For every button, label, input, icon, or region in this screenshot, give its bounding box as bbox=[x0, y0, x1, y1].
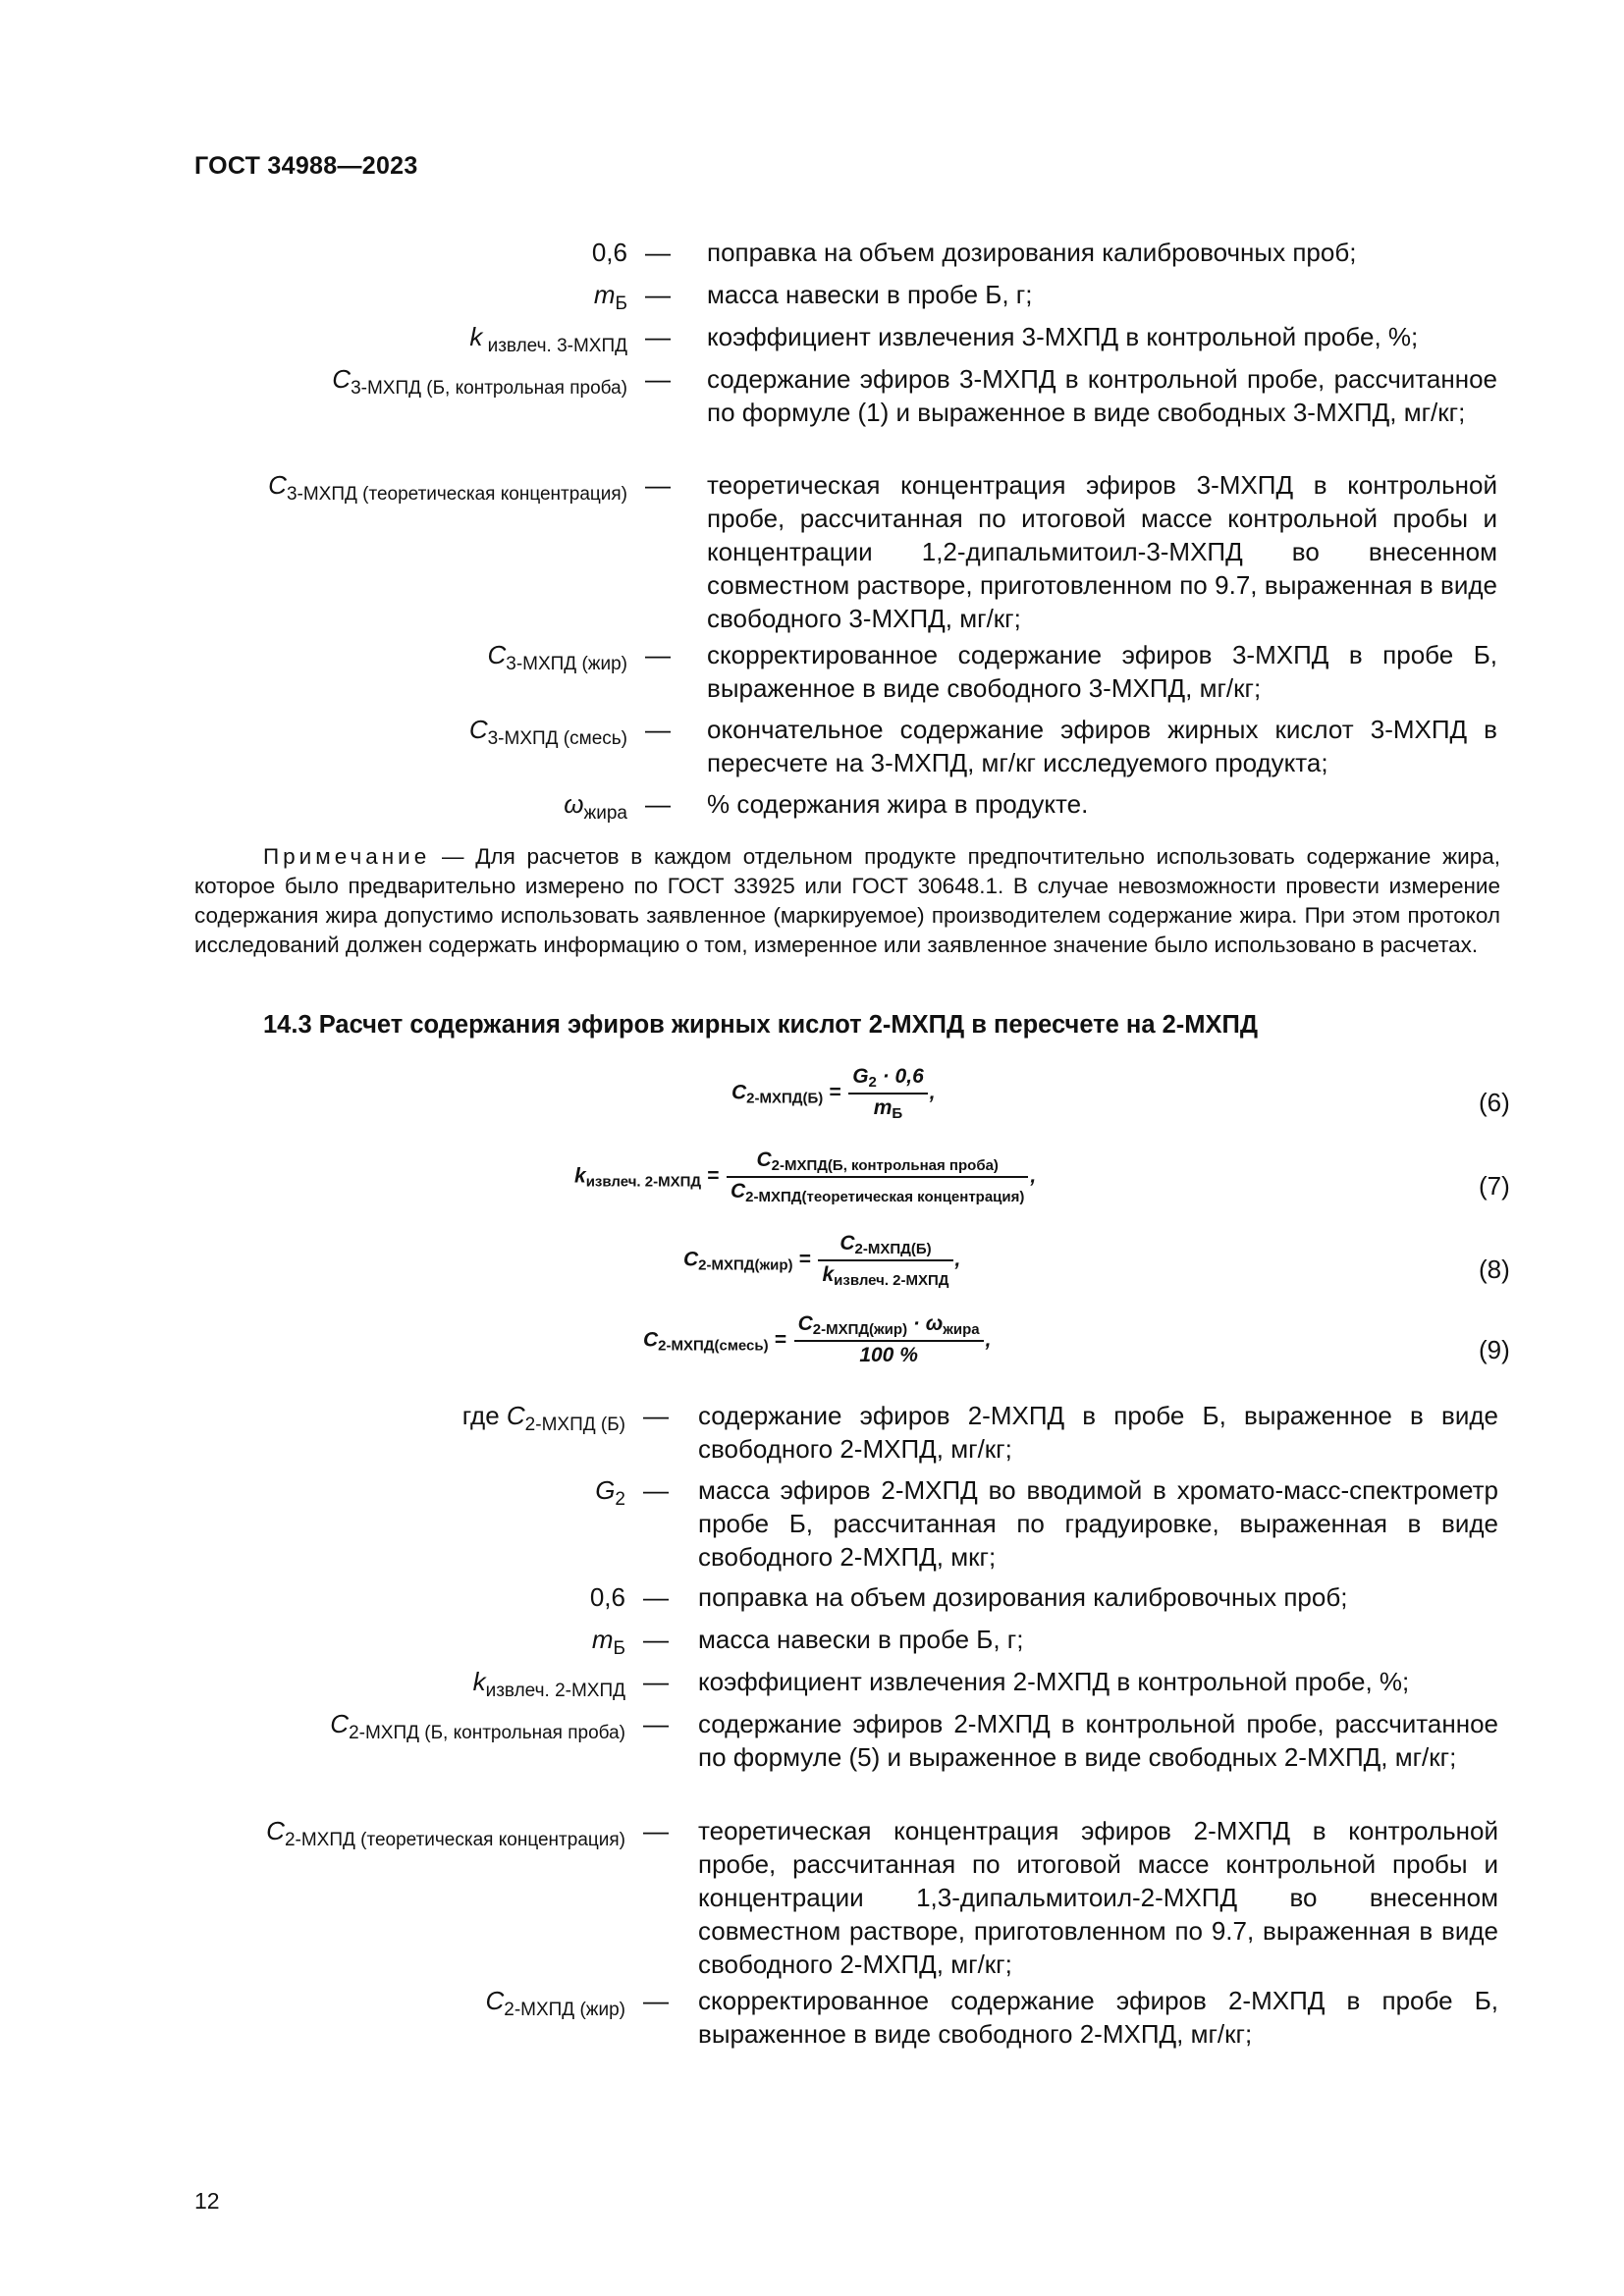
formula-6: C2-МХПД(Б) = $\frac{G2 \cdot 0,6}{mБ}$ , bbox=[731, 1065, 936, 1122]
definition-text: масса навески в пробе Б, г; bbox=[698, 1625, 1024, 1654]
formula-7: kизвлеч. 2-МХПД = $\frac{\text{C2-МХПД(Б, контрольная проба)}}{\text{C2-МХПД(теоретическая концентрация)}}$ , bbox=[574, 1148, 1037, 1205]
definition-dash: — bbox=[645, 322, 671, 351]
section-heading: 14.3 Расчет содержания эфиров жирных кислот 2-МХПД в пересчете на 2-МХПД bbox=[263, 1011, 1259, 1039]
page-number: 12 bbox=[194, 2188, 220, 2214]
definition-dash: — bbox=[645, 238, 671, 267]
note-paragraph bbox=[194, 842, 1500, 960]
definition-dash: — bbox=[643, 1986, 669, 2015]
definition-text: поправка на объем дозирования калибровочных проб; bbox=[707, 238, 1357, 267]
definition-dash: — bbox=[643, 1625, 669, 1654]
definition-dash: — bbox=[645, 640, 671, 669]
fraction: $\frac{\text{C2-МХПД(Б, контрольная проба)}}{\text{C2-МХПД(теоретическая концентрация)}}$ bbox=[727, 1148, 1028, 1205]
definition-symbol: $C_{2-МХПД (Б, контрольная проба)}$ bbox=[330, 1709, 625, 1743]
definition-dash: — bbox=[645, 470, 671, 500]
definition-symbol: $C_{2-МХПД (жир)}$ bbox=[485, 1986, 625, 2020]
definition-dash: — bbox=[645, 715, 671, 744]
formula-number: (7) bbox=[1479, 1171, 1510, 1201]
definition-dash: — bbox=[645, 789, 671, 819]
definition-symbol: 0,6 bbox=[591, 238, 627, 267]
definition-symbol: $\omega_{жира}$ bbox=[564, 789, 627, 824]
definition-text: окончательное содержание эфиров жирных кислот 3-МХПД в пересчете на 3-МХПД, мг/кг исследуемого продукта; bbox=[707, 715, 1497, 777]
definition-text: содержание эфиров 3-МХПД в контрольной пробе, рассчитанное по формуле (1) и выраженное в виде свободных 3-МХПД, мг/кг; bbox=[707, 364, 1497, 427]
definition-dash: — bbox=[643, 1401, 669, 1430]
fraction: $\frac{\text{C2-МХПД(жир) · ωжира}}{100 \%}$ bbox=[794, 1312, 984, 1369]
fraction: $\frac{\text{C2-МХПД(Б)}}{\text{kизвлеч. 2-МХПД}}$ bbox=[818, 1232, 952, 1289]
definition-text: коэффициент извлечения 3-МХПД в контрольной пробе, %; bbox=[707, 322, 1419, 351]
definition-dash: — bbox=[645, 364, 671, 394]
definition-text: поправка на объем дозирования калибровочных проб; bbox=[698, 1582, 1348, 1612]
definition-text: скорректированное содержание эфиров 3-МХПД в пробе Б, выраженное в виде свободного 3-МХПД, мг/кг; bbox=[707, 640, 1497, 703]
definition-dash: — bbox=[645, 280, 671, 309]
note-label: Примечание bbox=[263, 844, 431, 869]
definition-text: содержание эфиров 2-МХПД в контрольной пробе, рассчитанное по формуле (5) и выраженное в виде свободных 2-МХПД, мг/кг; bbox=[698, 1709, 1498, 1772]
definition-symbol: $C_{3-МХПД (смесь)}$ bbox=[468, 715, 627, 749]
definition-dash: — bbox=[643, 1582, 669, 1612]
definition-symbol: $m_Б$ bbox=[593, 280, 627, 314]
document-header: ГОСТ 34988—2023 bbox=[194, 152, 418, 180]
definition-symbol: $m_Б$ bbox=[591, 1625, 625, 1659]
definition-symbol: $G_2$ bbox=[595, 1475, 625, 1510]
definition-dash: — bbox=[643, 1475, 669, 1505]
definition-text: теоретическая концентрация эфиров 2-МХПД в контрольной пробе, рассчитанная по итоговой массе контрольной пробы и концентрации 1,3-дипальмитоил-2-МХПД во внесенном совместном растворе, приготовленном по 9.7, выраженная в виде свободного 2-МХПД, мг/кг; bbox=[698, 1816, 1498, 1979]
definition-text: теоретическая концентрация эфиров 3-МХПД в контрольной пробе, рассчитанная по итоговой массе контрольной пробы и концентрации 1,2-дипальмитоил-3-МХПД во внесенном совместном растворе, приготовленном по 9.7, выраженная в виде свободного 3-МХПД, мг/кг; bbox=[707, 470, 1497, 633]
definition-text: содержание эфиров 2-МХПД в пробе Б, выраженное в виде свободного 2-МХПД, мг/кг; bbox=[698, 1401, 1498, 1464]
definition-symbol: 0,6 bbox=[589, 1582, 625, 1612]
formula-8: C2-МХПД(жир) = $\frac{\text{C2-МХПД(Б)}}{\text{kизвлеч. 2-МХПД}}$ , bbox=[683, 1232, 961, 1289]
formula-number: (8) bbox=[1479, 1255, 1510, 1284]
definition-symbol: $C_{3-МХПД (теоретическая концентрация)}$ bbox=[268, 470, 627, 505]
definition-symbol: где $C_{2-МХПД (Б)}$ bbox=[461, 1401, 625, 1435]
note-text: — Для расчетов в каждом отдельном продукте предпочтительно использовать содержание жира, которое было предварительно измерено по ГОСТ 33925 или ГОСТ 30648.1. В случае невозможности провести измерение содержания жира допустимо использовать заявленное (маркируемое) производителем содержание жира. При этом протокол исследований должен содержать информацию о том, измеренное или заявленное значение было использовано в расчетах. bbox=[194, 844, 1500, 957]
definition-symbol: $k_{извлеч. 2-МХПД}$ bbox=[472, 1667, 625, 1701]
definition-text: масса эфиров 2-МХПД во вводимой в хромато-масс-спектрометр пробе Б, рассчитанная по градуировке, выраженная в виде свободного 2-МХПД, мкг; bbox=[698, 1475, 1498, 1572]
definition-dash: — bbox=[643, 1816, 669, 1845]
definition-text: скорректированное содержание эфиров 2-МХПД в пробе Б, выраженное в виде свободного 2-МХПД, мг/кг; bbox=[698, 1986, 1498, 2049]
formula-9: C2-МХПД(смесь) = $\frac{\text{C2-МХПД(жир) · ωжира}}{100 \%}$ , bbox=[643, 1312, 991, 1369]
definition-symbol: k $_{извлеч. 3-МХПД}$ bbox=[469, 322, 627, 356]
definition-text: масса навески в пробе Б, г; bbox=[707, 280, 1033, 309]
definition-dash: — bbox=[643, 1667, 669, 1696]
definition-symbol: $C_{2-МХПД (теоретическая концентрация)}$ bbox=[266, 1816, 625, 1850]
definition-symbol: $C_{3-МХПД (Б, контрольная проба)}$ bbox=[332, 364, 627, 399]
definition-dash: — bbox=[643, 1709, 669, 1738]
fraction: $\frac{G2 \cdot 0,6}{mБ}$ bbox=[848, 1065, 928, 1122]
definition-text: коэффициент извлечения 2-МХПД в контрольной пробе, %; bbox=[698, 1667, 1410, 1696]
formula-number: (9) bbox=[1479, 1335, 1510, 1364]
definition-symbol: $C_{3-МХПД (жир)}$ bbox=[487, 640, 627, 674]
formula-number: (6) bbox=[1479, 1088, 1510, 1117]
definition-text: % содержания жира в продукте. bbox=[707, 789, 1089, 819]
